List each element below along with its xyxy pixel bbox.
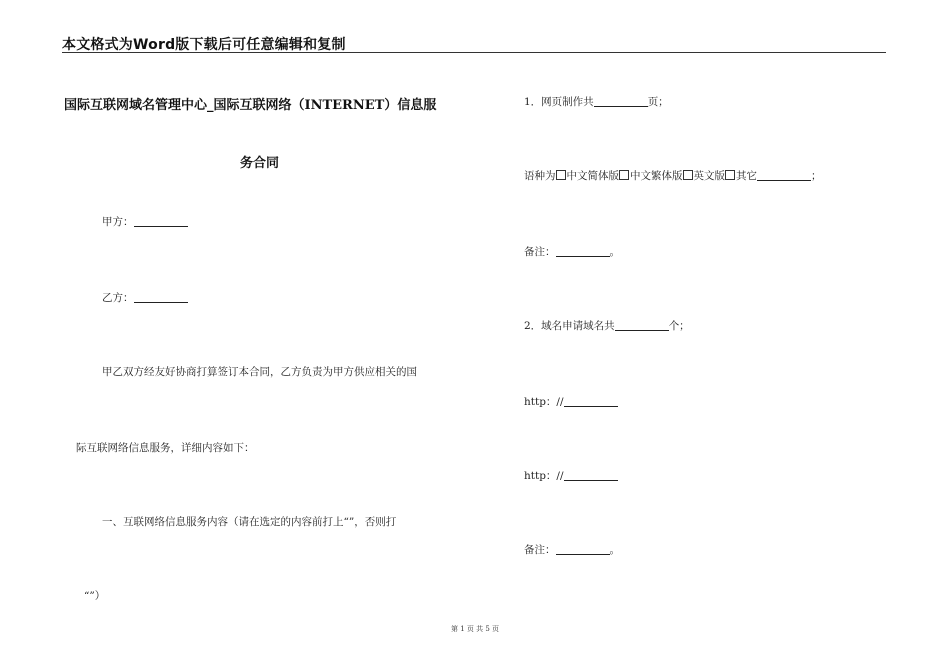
contract-title-line2: 务合同: [240, 156, 280, 171]
note1-blank: [556, 245, 610, 257]
section1-heading-line1: 一、互联网络信息服务内容（请在选定的内容前打上“”，否则打: [102, 516, 397, 528]
party-b-line: [102, 290, 188, 305]
item1-webpage-count: [524, 94, 669, 109]
checkbox-english[interactable]: [683, 170, 693, 180]
item2-blank: [615, 319, 669, 331]
http2-label: http：//: [524, 470, 564, 482]
intro-paragraph-line1: 甲乙双方经友好协商打算签订本合同，乙方负责为甲方供应相关的国: [102, 366, 417, 378]
lang-option-simplified: 中文简体版: [566, 170, 619, 182]
language-options-line: [524, 168, 822, 183]
note1-line: [524, 244, 620, 259]
party-b-blank: [134, 291, 188, 303]
document-banner: 本文格式为Word版下载后可任意编辑和复制: [62, 37, 346, 53]
party-a-blank: [134, 215, 188, 227]
item1-prefix: 1．网页制作共: [524, 96, 594, 108]
party-a-line: [102, 214, 188, 229]
lang-other-blank: [757, 169, 811, 181]
note1-label: 备注：: [524, 246, 556, 258]
item1-blank: [594, 95, 648, 107]
note2-blank: [556, 543, 610, 555]
page-footer: 第 1 页 共 5 页: [450, 625, 500, 633]
lang-option-other: 其它: [736, 170, 757, 182]
item2-domain-count: [524, 318, 690, 333]
note1-suffix: 。: [609, 246, 620, 258]
http-line-1: [524, 394, 618, 409]
party-a-label: 甲方：: [102, 216, 134, 228]
language-suffix: ；: [811, 170, 822, 182]
contract-title-line1: 国际互联网域名管理中心_国际互联网络（INTERNET）信息服: [64, 98, 437, 113]
item1-suffix: 页；: [647, 96, 669, 108]
note2-suffix: 。: [609, 544, 620, 556]
note2-line: [524, 542, 620, 557]
http1-label: http：//: [524, 396, 564, 408]
http2-blank: [564, 469, 618, 481]
language-prefix: 语种为: [524, 170, 556, 182]
party-b-label: 乙方：: [102, 292, 134, 304]
lang-option-english: 英文版: [693, 170, 725, 182]
checkbox-simplified[interactable]: [556, 170, 566, 180]
header-divider: [62, 52, 886, 53]
checkbox-traditional[interactable]: [619, 170, 629, 180]
checkbox-other[interactable]: [725, 170, 735, 180]
item2-suffix: 个；: [668, 320, 690, 332]
lang-option-traditional: 中文繁体版: [630, 170, 683, 182]
intro-paragraph-line2: 际互联网络信息服务，详细内容如下：: [76, 442, 255, 454]
http-line-2: [524, 468, 618, 483]
http1-blank: [564, 395, 618, 407]
section1-heading-line2: “”）: [84, 590, 106, 602]
item2-prefix: 2．域名申请域名共: [524, 320, 615, 332]
note2-label: 备注：: [524, 544, 556, 556]
